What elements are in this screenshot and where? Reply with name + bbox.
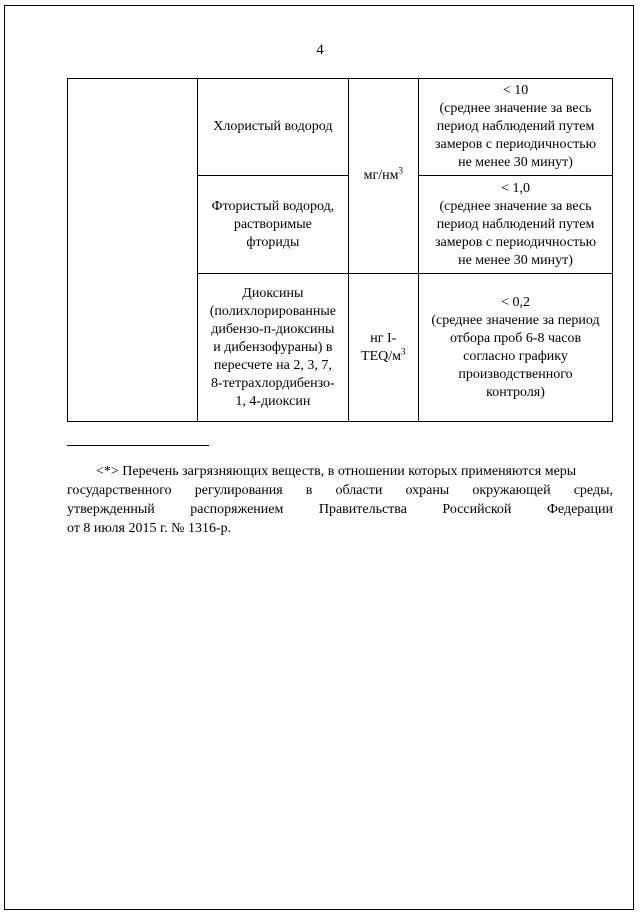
limit-line: замеров с периодичностью bbox=[434, 137, 597, 152]
footnote-word: окружающей bbox=[472, 483, 551, 498]
footnote-word: Российской bbox=[442, 502, 512, 517]
footnote-word: среды, bbox=[573, 483, 613, 498]
limit-line: период наблюдений путем bbox=[436, 216, 595, 232]
emissions-table bbox=[67, 78, 613, 422]
limit-line: отбора проб 6-8 часов bbox=[449, 330, 582, 346]
footnote-line bbox=[67, 481, 613, 500]
limit-line: период наблюдений путем bbox=[436, 119, 595, 134]
substance-line: (полихлорированные bbox=[209, 303, 336, 319]
unit-cell bbox=[348, 274, 419, 422]
footnote-word: государственного bbox=[67, 483, 172, 498]
footnote-word: Правительства bbox=[318, 502, 407, 517]
page-number: 4 bbox=[316, 42, 324, 58]
limit-line: < 1,0 bbox=[501, 180, 530, 196]
footnote-word: области bbox=[335, 483, 383, 498]
footnote-line bbox=[67, 500, 613, 519]
unit-text-line2 bbox=[353, 345, 415, 366]
unit-cell bbox=[348, 79, 419, 274]
limit-line: замеров с периодичностью bbox=[434, 234, 597, 250]
footnote-word: Федерации bbox=[546, 502, 613, 517]
limit-cell bbox=[419, 274, 613, 422]
footnote-word: регулирования bbox=[194, 483, 283, 498]
substance-line: 1, 4-диоксин bbox=[235, 393, 311, 409]
substance-line: фториды bbox=[246, 234, 300, 250]
unit-text: мг/нм bbox=[363, 168, 399, 183]
substance-line: Хлористый водород bbox=[213, 119, 333, 134]
limit-line: < 0,2 bbox=[501, 294, 530, 310]
substance-line: Диоксины bbox=[242, 285, 304, 301]
substance-line: 8-тетрахлордибензо- bbox=[211, 375, 335, 391]
limit-line: не менее 30 минут) bbox=[458, 252, 573, 268]
footnote-word: утвержденный bbox=[67, 502, 155, 517]
substance-line: дибензо-п-диоксины bbox=[211, 321, 335, 337]
empty-category-cell bbox=[68, 79, 198, 422]
limit-line: (среднее значение за период bbox=[431, 312, 600, 328]
unit-superscript: 3 bbox=[401, 345, 406, 356]
unit-superscript: 3 bbox=[398, 165, 403, 176]
limit-line: производственного bbox=[458, 366, 573, 382]
substance-line: и дибензофураны) в bbox=[213, 339, 333, 355]
footnote bbox=[67, 462, 613, 538]
limit-line: (среднее значение за весь bbox=[439, 101, 592, 116]
limit-cell bbox=[419, 79, 613, 176]
footnote-line: от 8 июля 2015 г. № 1316-р. bbox=[67, 521, 232, 536]
footnote-word: охраны bbox=[405, 483, 450, 498]
footnote-divider bbox=[67, 445, 209, 446]
substance-line: Фтористый водород, bbox=[211, 198, 335, 214]
footnote-word: в bbox=[305, 483, 313, 498]
limit-cell bbox=[419, 176, 613, 274]
limit-line: контроля) bbox=[486, 384, 545, 400]
substance-cell bbox=[198, 274, 348, 422]
footnote-word: распоряжением bbox=[190, 502, 284, 517]
substance-cell bbox=[198, 79, 348, 176]
unit-text: TEQ/м bbox=[361, 348, 401, 364]
limit-line: < 10 bbox=[502, 83, 529, 98]
footnote-line: <*> Перечень загрязняющих веществ, в отношении которых применяются меры bbox=[96, 464, 577, 479]
substance-cell bbox=[198, 176, 348, 274]
substance-line: растворимые bbox=[233, 216, 312, 232]
limit-line: согласно графику bbox=[463, 348, 568, 364]
substance-line: пересчете на 2, 3, 7, bbox=[213, 357, 332, 373]
limit-line: (среднее значение за весь bbox=[439, 198, 592, 214]
limit-line: не менее 30 минут) bbox=[458, 155, 573, 170]
unit-text: нг I- bbox=[370, 330, 397, 346]
table-row bbox=[68, 79, 613, 176]
